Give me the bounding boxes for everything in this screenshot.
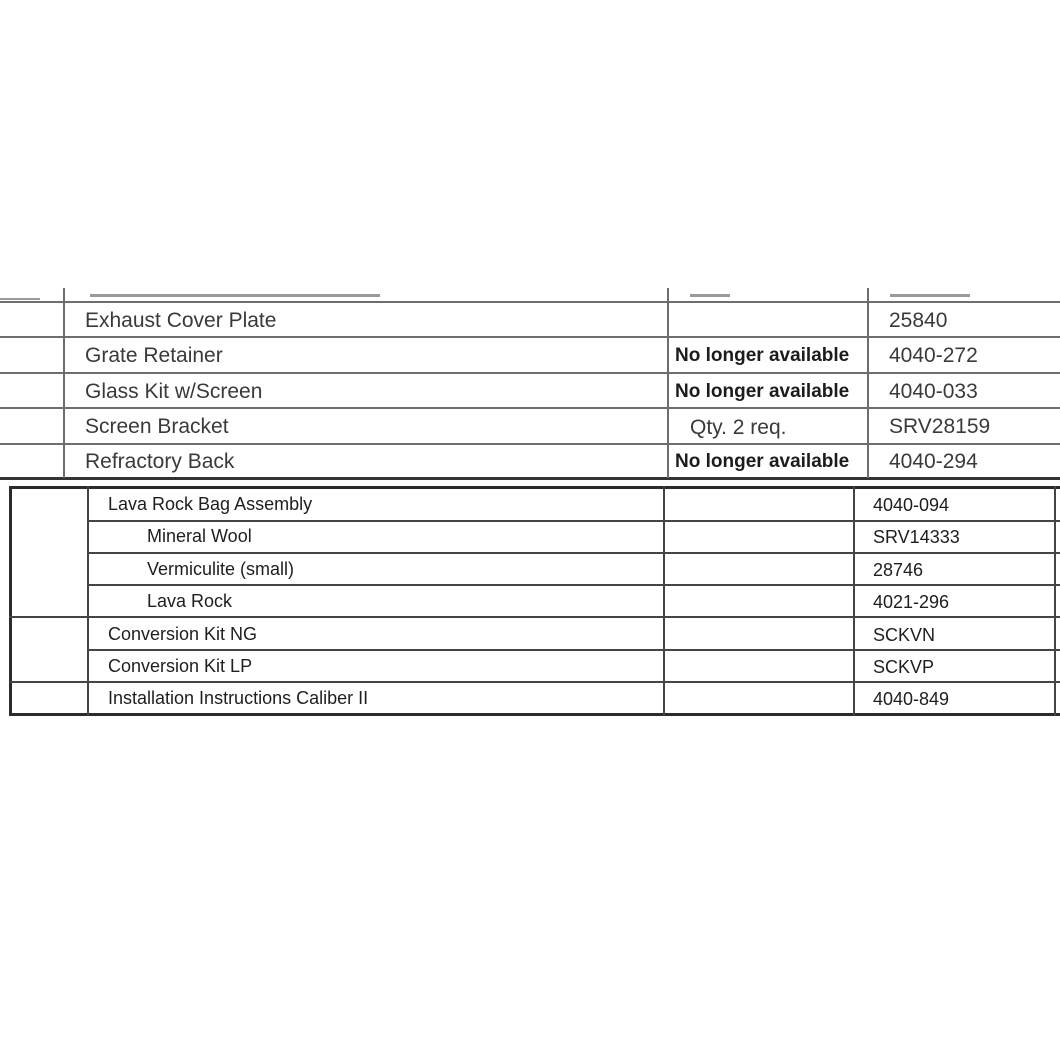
row-divider — [9, 616, 1060, 618]
table-row — [0, 444, 1060, 479]
part-description: Mineral Wool — [147, 526, 252, 546]
part-description: Glass Kit w/Screen — [85, 380, 263, 403]
part-number: SCKVN — [873, 625, 936, 645]
part-description: Vermiculite (small) — [147, 559, 295, 579]
part-description: Grate Retainer — [85, 344, 223, 367]
part-number: 4040-849 — [873, 689, 950, 709]
row-divider — [87, 552, 1060, 554]
part-number: 4021-296 — [873, 592, 950, 612]
part-description: Exhaust Cover Plate — [85, 309, 277, 332]
part-number: SRV28159 — [889, 415, 991, 438]
part-number: SCKVP — [873, 657, 935, 677]
part-number: 4040-094 — [873, 495, 950, 515]
table-row — [0, 409, 1060, 444]
availability-note: No longer available — [675, 345, 850, 366]
part-description: Conversion Kit NG — [108, 624, 258, 644]
row-divider — [87, 649, 1060, 651]
part-description: Refractory Back — [85, 450, 235, 473]
row-divider — [87, 584, 1060, 586]
row-divider — [9, 681, 1060, 683]
part-description: Conversion Kit LP — [108, 656, 253, 676]
table-row — [0, 338, 1060, 373]
parts-table-upper — [0, 288, 1060, 480]
part-number: 25840 — [889, 309, 948, 332]
part-description: Screen Bracket — [85, 415, 229, 438]
cropped-row-fragment — [0, 298, 40, 300]
part-number: 4040-294 — [889, 450, 978, 473]
cropped-row-fragment — [90, 294, 380, 297]
table-row — [0, 303, 1060, 338]
table-border — [9, 486, 1060, 489]
part-description: Installation Instructions Caliber II — [108, 688, 369, 708]
availability-note: No longer available — [675, 381, 850, 402]
parts-table-lower — [9, 486, 1060, 716]
part-number: 28746 — [873, 560, 924, 580]
row-divider — [87, 520, 1060, 522]
table-border — [9, 713, 1060, 716]
part-description: Lava Rock — [147, 591, 233, 611]
cropped-row-fragment — [890, 294, 970, 297]
cropped-row-fragment — [690, 294, 730, 297]
part-number: 4040-272 — [889, 344, 978, 367]
quantity-note: Qty. 2 req. — [690, 416, 787, 439]
part-number: 4040-033 — [889, 380, 978, 403]
part-number: SRV14333 — [873, 527, 960, 547]
part-description: Lava Rock Bag Assembly — [108, 494, 313, 514]
availability-note: No longer available — [675, 451, 850, 472]
table-row — [0, 374, 1060, 409]
